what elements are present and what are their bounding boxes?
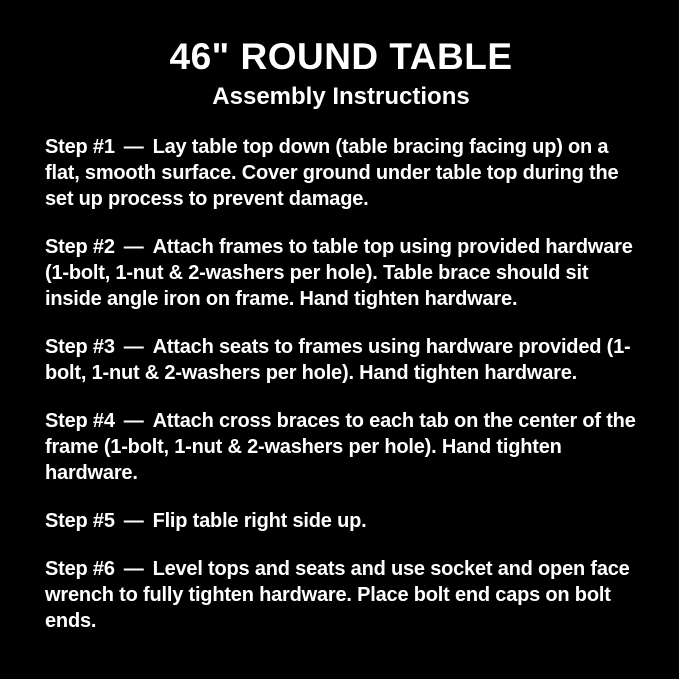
step-text: Attach frames to table top using provided hardware (1-bolt, 1-nut & 2-washers per hole). Table brace should sit inside angle iron on frame. Hand tighten hardware. <box>45 236 633 311</box>
step-text: Flip table right side up. <box>152 510 367 533</box>
step-label: Step #2 <box>45 236 115 259</box>
step-dash: — <box>123 410 144 433</box>
step-text: Lay table top down (table bracing facing up) on a flat, smooth surface. Cover ground under table top during the set up process to prevent damage. <box>45 136 619 211</box>
step-paragraph-1 <box>45 134 637 212</box>
step-dash: — <box>123 510 144 533</box>
step-label: Step #3 <box>45 336 115 359</box>
step-dash: — <box>123 336 144 359</box>
page-subtitle: Assembly Instructions <box>212 82 470 110</box>
step-text: Attach seats to frames using hardware provided (1-bolt, 1-nut & 2-washers per hole). Hand tighten hardware. <box>45 336 631 385</box>
step-dash: — <box>123 558 144 581</box>
step-paragraph-3 <box>45 334 637 386</box>
step-dash: — <box>123 136 144 159</box>
page-title: 46" ROUND TABLE <box>169 36 513 77</box>
step-label: Step #1 <box>45 136 115 159</box>
step-label: Step #6 <box>45 558 115 581</box>
step-paragraph-4 <box>45 408 637 486</box>
steps-list <box>45 134 637 634</box>
step-text: Level tops and seats and use socket and open face wrench to fully tighten hardware. Place bolt end caps on bolt ends. <box>45 558 630 633</box>
header <box>45 36 637 110</box>
step-text: Attach cross braces to each tab on the center of the frame (1-bolt, 1-nut & 2-washers per hole). Hand tighten hardware. <box>45 410 636 485</box>
step-label: Step #5 <box>45 510 115 533</box>
step-paragraph-5 <box>45 508 637 534</box>
step-paragraph-6 <box>45 556 637 634</box>
step-dash: — <box>123 236 144 259</box>
step-paragraph-2 <box>45 234 637 312</box>
step-label: Step #4 <box>45 410 115 433</box>
